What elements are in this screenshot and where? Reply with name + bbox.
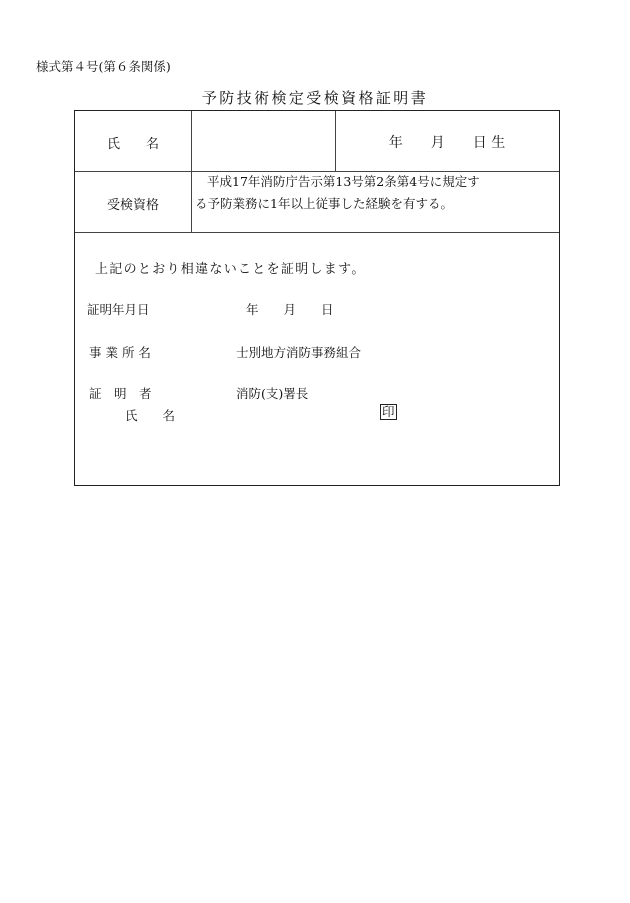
certificate-frame xyxy=(74,110,560,486)
certification-date-label: 証明年月日 xyxy=(87,302,150,317)
certifier-label: 証 明 者 xyxy=(89,386,152,401)
qualification-text-line-1: 平成17年消防庁告示第13号第2条第4号に規定す xyxy=(207,174,480,189)
certification-date-value[interactable]: 年 月 日 xyxy=(246,302,334,317)
qualification-text-line-2: る予防業務に1年以上従事した経験を有する。 xyxy=(195,196,453,211)
row-divider-2 xyxy=(75,232,559,233)
office-name-label: 事 業 所 名 xyxy=(89,345,151,360)
label-column-divider xyxy=(191,111,192,232)
name-label: 氏 名 xyxy=(106,137,159,152)
certification-statement: 上記のとおり相違ないことを証明します。 xyxy=(95,262,366,277)
seal-mark: 印 xyxy=(382,404,395,419)
certifier-title: 消防(支)署長 xyxy=(236,386,309,401)
qualification-label: 受検資格 xyxy=(106,198,159,213)
birth-date: 年 月 日 生 xyxy=(388,135,506,151)
certifier-name-label: 氏 名 xyxy=(125,408,176,423)
form-number: 様式第４号(第６条関係) xyxy=(36,59,171,74)
document-title: 予防技術検定受検資格証明書 xyxy=(201,89,429,107)
office-name-value: 士別地方消防事務組合 xyxy=(236,345,362,360)
